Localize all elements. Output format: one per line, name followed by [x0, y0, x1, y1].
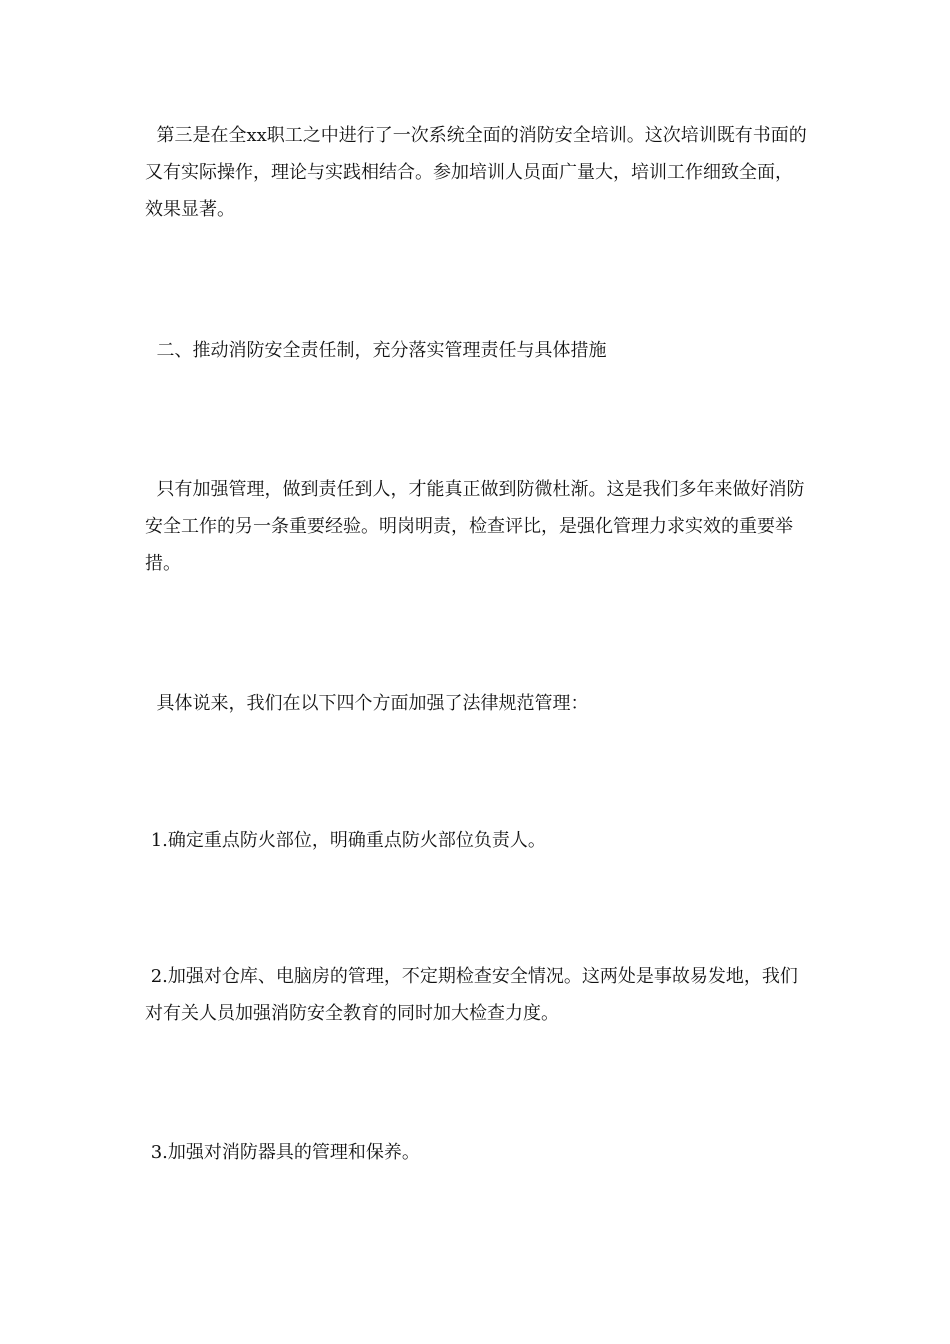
paragraph-strengthen-management: 只有加强管理，做到责任到人，才能真正做到防微杜渐。这是我们多年来做好消防安全工作的另一条重要经验。明岗明责，检查评比，是强化管理力求实效的重要举措。 [145, 479, 805, 574]
list-item-3-fire-equipment: 3.加强对消防器具的管理和保养。 [145, 1142, 420, 1163]
section-heading-responsibility-system: 二、推动消防安全责任制，充分落实管理责任与具体措施 [145, 340, 607, 361]
paragraph-fire-safety-training: 第三是在全xx职工之中进行了一次系统全面的消防安全培训。这次培训既有书面的又有实际操作，理论与实践相结合。参加培训人员面广量大，培训工作细致全面，效果显著。 [145, 125, 807, 220]
paragraph-four-aspects-intro: 具体说来，我们在以下四个方面加强了法律规范管理： [145, 693, 589, 714]
list-item-1-key-fire-locations: 1.确定重点防火部位，明确重点防火部位负责人。 [145, 830, 546, 851]
list-item-2-warehouse-computer-room: 2.加强对仓库、电脑房的管理，不定期检查安全情况。这两处是事故易发地，我们对有关人员加强消防安全教育的同时加大检查力度。 [145, 966, 798, 1024]
